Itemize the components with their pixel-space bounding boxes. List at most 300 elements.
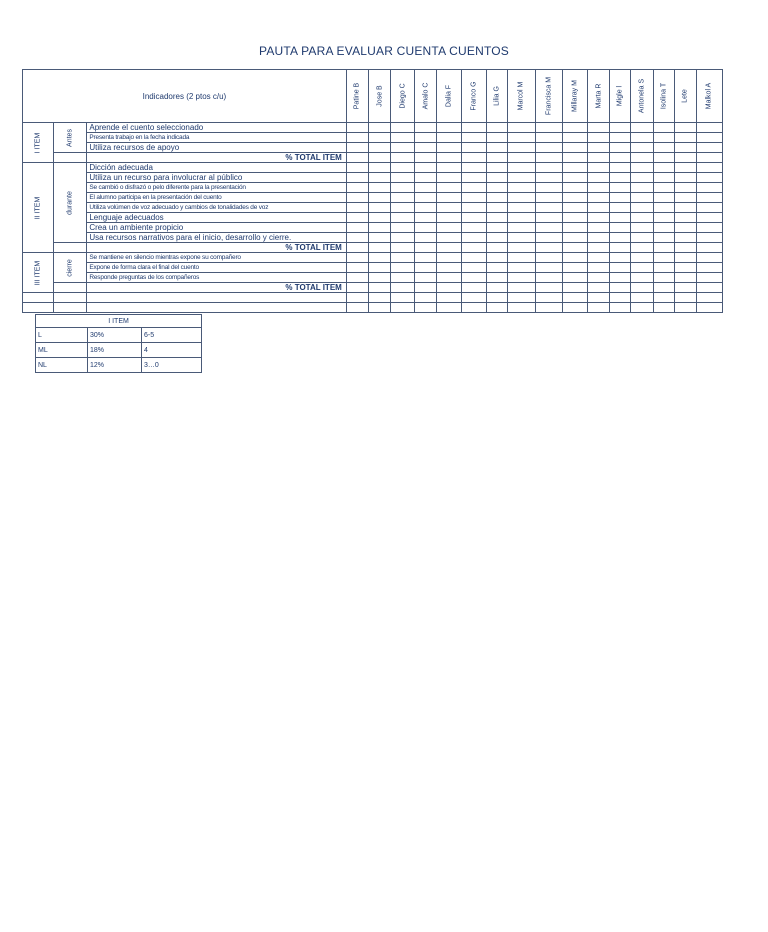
score-cell[interactable]	[415, 173, 437, 183]
score-cell[interactable]	[563, 203, 588, 213]
score-cell[interactable]	[462, 273, 486, 283]
score-cell[interactable]	[437, 183, 462, 193]
score-cell[interactable]	[588, 143, 610, 153]
score-cell[interactable]	[462, 233, 486, 243]
score-cell[interactable]	[610, 193, 631, 203]
score-cell[interactable]	[486, 173, 507, 183]
score-cell[interactable]	[631, 163, 653, 173]
score-cell[interactable]	[346, 303, 368, 313]
score-cell[interactable]	[415, 193, 437, 203]
score-cell[interactable]	[674, 153, 696, 163]
score-cell[interactable]	[368, 263, 390, 273]
score-cell[interactable]	[346, 183, 368, 193]
score-cell[interactable]	[674, 273, 696, 283]
score-cell[interactable]	[535, 173, 562, 183]
score-cell[interactable]	[563, 183, 588, 193]
score-cell[interactable]	[535, 153, 562, 163]
score-cell[interactable]	[563, 153, 588, 163]
score-cell[interactable]	[610, 263, 631, 273]
score-cell[interactable]	[563, 233, 588, 243]
score-cell[interactable]	[507, 293, 535, 303]
score-cell[interactable]	[437, 133, 462, 143]
score-cell[interactable]	[507, 183, 535, 193]
score-cell[interactable]	[486, 183, 507, 193]
score-cell[interactable]	[415, 123, 437, 133]
score-cell[interactable]	[391, 283, 415, 293]
score-cell[interactable]	[588, 173, 610, 183]
score-cell[interactable]	[507, 153, 535, 163]
score-cell[interactable]	[462, 143, 486, 153]
score-cell[interactable]	[696, 163, 722, 173]
score-cell[interactable]	[507, 133, 535, 143]
score-cell[interactable]	[631, 263, 653, 273]
score-cell[interactable]	[696, 173, 722, 183]
score-cell[interactable]	[437, 303, 462, 313]
score-cell[interactable]	[674, 233, 696, 243]
score-cell[interactable]	[486, 203, 507, 213]
score-cell[interactable]	[696, 193, 722, 203]
score-cell[interactable]	[696, 303, 722, 313]
score-cell[interactable]	[631, 133, 653, 143]
score-cell[interactable]	[486, 193, 507, 203]
score-cell[interactable]	[415, 163, 437, 173]
score-cell[interactable]	[535, 293, 562, 303]
score-cell[interactable]	[674, 243, 696, 253]
score-cell[interactable]	[674, 213, 696, 223]
score-cell[interactable]	[674, 263, 696, 273]
score-cell[interactable]	[486, 143, 507, 153]
score-cell[interactable]	[610, 133, 631, 143]
score-cell[interactable]	[563, 243, 588, 253]
score-cell[interactable]	[674, 253, 696, 263]
score-cell[interactable]	[563, 273, 588, 283]
score-cell[interactable]	[631, 303, 653, 313]
score-cell[interactable]	[653, 203, 674, 213]
score-cell[interactable]	[437, 273, 462, 283]
score-cell[interactable]	[415, 183, 437, 193]
score-cell[interactable]	[631, 153, 653, 163]
score-cell[interactable]	[437, 143, 462, 153]
score-cell[interactable]	[563, 123, 588, 133]
score-cell[interactable]	[588, 193, 610, 203]
score-cell[interactable]	[535, 283, 562, 293]
score-cell[interactable]	[507, 303, 535, 313]
score-cell[interactable]	[535, 303, 562, 313]
score-cell[interactable]	[631, 203, 653, 213]
score-cell[interactable]	[368, 123, 390, 133]
score-cell[interactable]	[346, 173, 368, 183]
score-cell[interactable]	[462, 303, 486, 313]
score-cell[interactable]	[368, 223, 390, 233]
score-cell[interactable]	[631, 143, 653, 153]
score-cell[interactable]	[486, 123, 507, 133]
score-cell[interactable]	[368, 133, 390, 143]
score-cell[interactable]	[631, 183, 653, 193]
score-cell[interactable]	[437, 173, 462, 183]
score-cell[interactable]	[631, 233, 653, 243]
score-cell[interactable]	[346, 273, 368, 283]
score-cell[interactable]	[507, 233, 535, 243]
score-cell[interactable]	[437, 213, 462, 223]
score-cell[interactable]	[368, 233, 390, 243]
score-cell[interactable]	[674, 123, 696, 133]
score-cell[interactable]	[391, 183, 415, 193]
score-cell[interactable]	[535, 193, 562, 203]
score-cell[interactable]	[462, 253, 486, 263]
score-cell[interactable]	[346, 243, 368, 253]
score-cell[interactable]	[415, 233, 437, 243]
score-cell[interactable]	[674, 133, 696, 143]
score-cell[interactable]	[696, 203, 722, 213]
score-cell[interactable]	[391, 213, 415, 223]
score-cell[interactable]	[610, 223, 631, 233]
score-cell[interactable]	[368, 163, 390, 173]
score-cell[interactable]	[437, 243, 462, 253]
score-cell[interactable]	[563, 283, 588, 293]
score-cell[interactable]	[535, 133, 562, 143]
score-cell[interactable]	[437, 293, 462, 303]
score-cell[interactable]	[346, 143, 368, 153]
score-cell[interactable]	[631, 283, 653, 293]
score-cell[interactable]	[507, 253, 535, 263]
score-cell[interactable]	[535, 183, 562, 193]
score-cell[interactable]	[588, 303, 610, 313]
score-cell[interactable]	[462, 173, 486, 183]
score-cell[interactable]	[653, 243, 674, 253]
score-cell[interactable]	[507, 163, 535, 173]
score-cell[interactable]	[507, 223, 535, 233]
score-cell[interactable]	[610, 143, 631, 153]
score-cell[interactable]	[368, 293, 390, 303]
score-cell[interactable]	[696, 143, 722, 153]
score-cell[interactable]	[346, 233, 368, 243]
score-cell[interactable]	[415, 223, 437, 233]
score-cell[interactable]	[486, 223, 507, 233]
score-cell[interactable]	[653, 193, 674, 203]
score-cell[interactable]	[346, 153, 368, 163]
score-cell[interactable]	[653, 273, 674, 283]
score-cell[interactable]	[415, 153, 437, 163]
score-cell[interactable]	[563, 213, 588, 223]
score-cell[interactable]	[563, 223, 588, 233]
score-cell[interactable]	[368, 243, 390, 253]
score-cell[interactable]	[507, 243, 535, 253]
score-cell[interactable]	[653, 173, 674, 183]
score-cell[interactable]	[391, 303, 415, 313]
score-cell[interactable]	[391, 163, 415, 173]
score-cell[interactable]	[462, 163, 486, 173]
score-cell[interactable]	[653, 153, 674, 163]
score-cell[interactable]	[674, 203, 696, 213]
score-cell[interactable]	[653, 133, 674, 143]
score-cell[interactable]	[631, 243, 653, 253]
score-cell[interactable]	[610, 203, 631, 213]
score-cell[interactable]	[462, 293, 486, 303]
score-cell[interactable]	[391, 123, 415, 133]
score-cell[interactable]	[368, 173, 390, 183]
score-cell[interactable]	[563, 173, 588, 183]
score-cell[interactable]	[588, 223, 610, 233]
score-cell[interactable]	[391, 173, 415, 183]
score-cell[interactable]	[437, 153, 462, 163]
score-cell[interactable]	[610, 253, 631, 263]
score-cell[interactable]	[696, 133, 722, 143]
score-cell[interactable]	[462, 133, 486, 143]
score-cell[interactable]	[437, 253, 462, 263]
score-cell[interactable]	[696, 273, 722, 283]
score-cell[interactable]	[696, 243, 722, 253]
score-cell[interactable]	[631, 193, 653, 203]
score-cell[interactable]	[653, 143, 674, 153]
score-cell[interactable]	[368, 143, 390, 153]
score-cell[interactable]	[415, 303, 437, 313]
score-cell[interactable]	[486, 273, 507, 283]
score-cell[interactable]	[437, 203, 462, 213]
score-cell[interactable]	[368, 183, 390, 193]
score-cell[interactable]	[631, 293, 653, 303]
score-cell[interactable]	[631, 253, 653, 263]
score-cell[interactable]	[507, 143, 535, 153]
score-cell[interactable]	[588, 263, 610, 273]
score-cell[interactable]	[462, 193, 486, 203]
score-cell[interactable]	[535, 253, 562, 263]
score-cell[interactable]	[486, 243, 507, 253]
score-cell[interactable]	[535, 213, 562, 223]
score-cell[interactable]	[696, 283, 722, 293]
score-cell[interactable]	[368, 253, 390, 263]
score-cell[interactable]	[368, 303, 390, 313]
score-cell[interactable]	[507, 213, 535, 223]
score-cell[interactable]	[588, 293, 610, 303]
score-cell[interactable]	[610, 233, 631, 243]
score-cell[interactable]	[588, 273, 610, 283]
score-cell[interactable]	[346, 163, 368, 173]
score-cell[interactable]	[462, 263, 486, 273]
score-cell[interactable]	[588, 253, 610, 263]
score-cell[interactable]	[653, 303, 674, 313]
score-cell[interactable]	[462, 243, 486, 253]
score-cell[interactable]	[437, 223, 462, 233]
score-cell[interactable]	[696, 233, 722, 243]
score-cell[interactable]	[674, 193, 696, 203]
score-cell[interactable]	[368, 203, 390, 213]
score-cell[interactable]	[346, 203, 368, 213]
score-cell[interactable]	[415, 263, 437, 273]
score-cell[interactable]	[653, 123, 674, 133]
score-cell[interactable]	[507, 203, 535, 213]
score-cell[interactable]	[486, 303, 507, 313]
score-cell[interactable]	[368, 273, 390, 283]
score-cell[interactable]	[415, 293, 437, 303]
score-cell[interactable]	[653, 213, 674, 223]
score-cell[interactable]	[696, 253, 722, 263]
score-cell[interactable]	[563, 293, 588, 303]
score-cell[interactable]	[462, 153, 486, 163]
score-cell[interactable]	[507, 173, 535, 183]
score-cell[interactable]	[486, 133, 507, 143]
score-cell[interactable]	[391, 223, 415, 233]
score-cell[interactable]	[346, 283, 368, 293]
score-cell[interactable]	[610, 163, 631, 173]
score-cell[interactable]	[507, 273, 535, 283]
score-cell[interactable]	[610, 273, 631, 283]
score-cell[interactable]	[653, 283, 674, 293]
score-cell[interactable]	[391, 193, 415, 203]
score-cell[interactable]	[674, 293, 696, 303]
score-cell[interactable]	[507, 123, 535, 133]
score-cell[interactable]	[415, 213, 437, 223]
score-cell[interactable]	[588, 203, 610, 213]
score-cell[interactable]	[563, 133, 588, 143]
score-cell[interactable]	[610, 283, 631, 293]
score-cell[interactable]	[437, 123, 462, 133]
score-cell[interactable]	[462, 223, 486, 233]
score-cell[interactable]	[486, 153, 507, 163]
score-cell[interactable]	[653, 263, 674, 273]
score-cell[interactable]	[588, 213, 610, 223]
score-cell[interactable]	[346, 223, 368, 233]
score-cell[interactable]	[631, 273, 653, 283]
score-cell[interactable]	[346, 293, 368, 303]
score-cell[interactable]	[535, 203, 562, 213]
score-cell[interactable]	[653, 163, 674, 173]
score-cell[interactable]	[391, 143, 415, 153]
score-cell[interactable]	[462, 183, 486, 193]
score-cell[interactable]	[368, 153, 390, 163]
score-cell[interactable]	[391, 133, 415, 143]
score-cell[interactable]	[437, 233, 462, 243]
score-cell[interactable]	[674, 173, 696, 183]
score-cell[interactable]	[437, 263, 462, 273]
score-cell[interactable]	[346, 123, 368, 133]
score-cell[interactable]	[415, 273, 437, 283]
score-cell[interactable]	[535, 243, 562, 253]
score-cell[interactable]	[391, 203, 415, 213]
score-cell[interactable]	[368, 283, 390, 293]
score-cell[interactable]	[346, 213, 368, 223]
score-cell[interactable]	[535, 233, 562, 243]
score-cell[interactable]	[391, 273, 415, 283]
score-cell[interactable]	[391, 293, 415, 303]
score-cell[interactable]	[588, 153, 610, 163]
score-cell[interactable]	[535, 263, 562, 273]
score-cell[interactable]	[415, 243, 437, 253]
score-cell[interactable]	[696, 213, 722, 223]
score-cell[interactable]	[653, 223, 674, 233]
score-cell[interactable]	[563, 263, 588, 273]
score-cell[interactable]	[437, 283, 462, 293]
score-cell[interactable]	[610, 213, 631, 223]
score-cell[interactable]	[486, 293, 507, 303]
score-cell[interactable]	[391, 233, 415, 243]
score-cell[interactable]	[535, 163, 562, 173]
score-cell[interactable]	[653, 253, 674, 263]
score-cell[interactable]	[653, 233, 674, 243]
score-cell[interactable]	[674, 143, 696, 153]
score-cell[interactable]	[631, 213, 653, 223]
score-cell[interactable]	[610, 173, 631, 183]
score-cell[interactable]	[696, 123, 722, 133]
score-cell[interactable]	[674, 303, 696, 313]
score-cell[interactable]	[391, 153, 415, 163]
score-cell[interactable]	[563, 143, 588, 153]
score-cell[interactable]	[631, 173, 653, 183]
score-cell[interactable]	[696, 293, 722, 303]
score-cell[interactable]	[563, 163, 588, 173]
score-cell[interactable]	[563, 193, 588, 203]
score-cell[interactable]	[346, 253, 368, 263]
score-cell[interactable]	[391, 253, 415, 263]
score-cell[interactable]	[588, 123, 610, 133]
score-cell[interactable]	[631, 223, 653, 233]
score-cell[interactable]	[674, 163, 696, 173]
score-cell[interactable]	[415, 283, 437, 293]
score-cell[interactable]	[346, 263, 368, 273]
score-cell[interactable]	[563, 253, 588, 263]
score-cell[interactable]	[507, 263, 535, 273]
score-cell[interactable]	[674, 283, 696, 293]
score-cell[interactable]	[696, 153, 722, 163]
score-cell[interactable]	[391, 263, 415, 273]
score-cell[interactable]	[588, 183, 610, 193]
score-cell[interactable]	[588, 133, 610, 143]
score-cell[interactable]	[368, 213, 390, 223]
score-cell[interactable]	[486, 283, 507, 293]
score-cell[interactable]	[535, 123, 562, 133]
score-cell[interactable]	[588, 283, 610, 293]
score-cell[interactable]	[696, 263, 722, 273]
score-cell[interactable]	[486, 213, 507, 223]
score-cell[interactable]	[535, 273, 562, 283]
score-cell[interactable]	[415, 203, 437, 213]
score-cell[interactable]	[588, 163, 610, 173]
score-cell[interactable]	[486, 233, 507, 243]
score-cell[interactable]	[588, 243, 610, 253]
score-cell[interactable]	[653, 293, 674, 303]
score-cell[interactable]	[415, 143, 437, 153]
score-cell[interactable]	[588, 233, 610, 243]
score-cell[interactable]	[610, 183, 631, 193]
score-cell[interactable]	[437, 193, 462, 203]
score-cell[interactable]	[631, 123, 653, 133]
score-cell[interactable]	[610, 293, 631, 303]
score-cell[interactable]	[610, 243, 631, 253]
score-cell[interactable]	[535, 223, 562, 233]
score-cell[interactable]	[415, 133, 437, 143]
score-cell[interactable]	[610, 153, 631, 163]
score-cell[interactable]	[486, 163, 507, 173]
score-cell[interactable]	[535, 143, 562, 153]
score-cell[interactable]	[346, 193, 368, 203]
score-cell[interactable]	[368, 193, 390, 203]
score-cell[interactable]	[486, 253, 507, 263]
score-cell[interactable]	[486, 263, 507, 273]
score-cell[interactable]	[674, 183, 696, 193]
score-cell[interactable]	[462, 213, 486, 223]
score-cell[interactable]	[437, 163, 462, 173]
score-cell[interactable]	[610, 123, 631, 133]
score-cell[interactable]	[462, 283, 486, 293]
score-cell[interactable]	[346, 133, 368, 143]
score-cell[interactable]	[415, 253, 437, 263]
score-cell[interactable]	[391, 243, 415, 253]
score-cell[interactable]	[696, 183, 722, 193]
score-cell[interactable]	[462, 203, 486, 213]
score-cell[interactable]	[696, 223, 722, 233]
score-cell[interactable]	[563, 303, 588, 313]
score-cell[interactable]	[674, 223, 696, 233]
score-cell[interactable]	[507, 193, 535, 203]
